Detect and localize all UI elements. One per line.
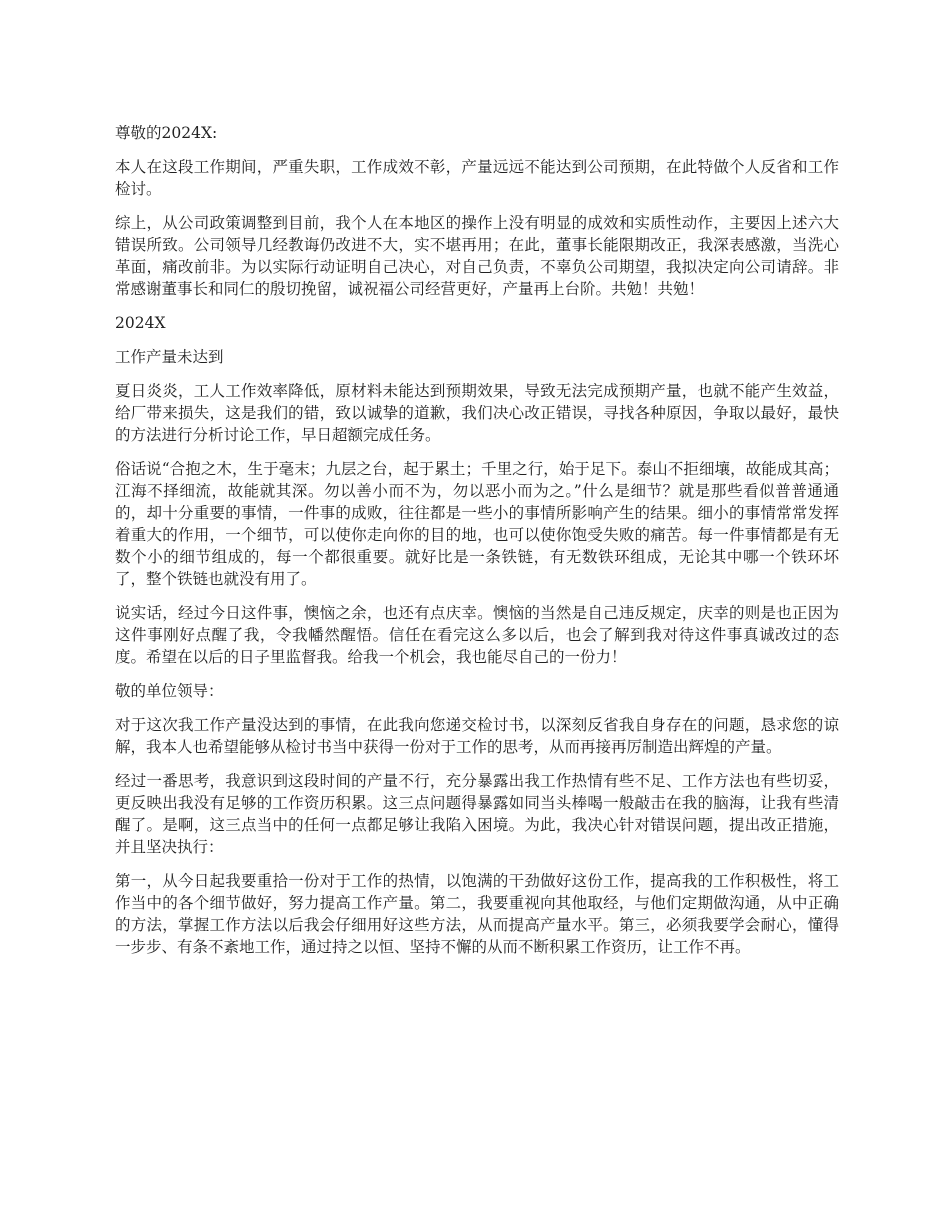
paragraph-summary: 综上，从公司政策调整到目前，我个人在本地区的操作上没有明显的成效和实质性动作，主要因上述六大错误所致。公司领导几经教诲仍改进不大，实不堪再用；在此，董事长能限期改正，我深表感激，当洗心革面，痛改前非。为以实际行动证明自己决心，对自己负责，不辜负公司期望，我拟决定向公司请辞。非常感谢董事长和同仁的殷切挽留，诚祝福公司经营更好，产量再上台阶。共勉！共勉！ (115, 214, 839, 298)
document-body (115, 122, 839, 970)
paragraph-proverb: 俗话说“合抱之木，生于毫末；九层之台，起于累土；千里之行，始于足下。泰山不拒细壤，故能成其高；江海不择细流，故能就其深。勿以善小而不为，勿以恶小而为之。”什么是细节？就是那些看似普普通通的，却十分重要的事情，一件事的成败，往往都是一些小的事情所影响产生的结果。细小的事情常常发挥着重大的作用，一个细节，可以使你走向你的目的地，也可以使你饱受失败的痛苦。每一件事情都是有无数个小的细节组成的，每一个都很重要。就好比是一条铁链，有无数铁环组成，无论其中哪一个铁环坏了，整个铁链也就没有用了。 (115, 460, 839, 588)
paragraph-honest: 说实话，经过今日这件事，懊恼之余，也还有点庆幸。懊恼的当然是自己违反规定，庆幸的则是也正因为这件事刚好点醒了我，令我幡然醒悟。信任在看完这么多以后，也会了解到我对待这件事真诚改过的态度。希望在以后的日子里监督我。给我一个机会，我也能尽自己的一份力！ (115, 604, 839, 666)
paragraph-measures: 第一，从今日起我要重拾一份对于工作的热情，以饱满的干劲做好这份工作，提高我的工作积极性，将工作当中的各个细节做好，努力提高工作产量。第二，我要重视向其他取经，与他们定期做沟通，从中正确的方法，掌握工作方法以后我会仔细用好这些方法，从而提高产量水平。第三，必须我要学会耐心，懂得一步步、有条不紊地工作，通过持之以恒、坚持不懈的从而不断积累工作资历，让工作不再。 (115, 872, 839, 956)
salutation: 尊敬的2024X: (115, 124, 218, 142)
paragraph-reflection: 经过一番思考，我意识到这段时间的产量不行，充分暴露出我工作热情有些不足、工作方法也有些切妥，更反映出我没有足够的工作资历积累。这三点问题得暴露如同当头棒喝一般敲击在我的脑海，让我有些清醒了。是啊，这三点当中的任何一点都足够让我陷入困境。为此，我决心针对错误问题，提出改正措施，并且坚决执行： (115, 772, 839, 856)
paragraph-intro: 本人在这段工作期间，严重失职，工作成效不彰，产量远远不能达到公司预期，在此特做个人反省和工作检讨。 (115, 158, 839, 198)
salutation-leaders: 敬的单位领导： (115, 682, 224, 700)
signature-line: 2024X (115, 314, 166, 332)
section-heading: 工作产量未达到 (115, 348, 224, 366)
paragraph-submission: 对于这次我工作产量没达到的事情，在此我向您递交检讨书，以深刻反省我自身存在的问题，恳求您的谅解，我本人也希望能够从检讨书当中获得一份对于工作的思考，从而再接再厉制造出辉煌的产量。 (115, 716, 839, 756)
paragraph-summer: 夏日炎炎，工人工作效率降低，原材料未能达到预期效果，导致无法完成预期产量，也就不能产生效益，给厂带来损失，这是我们的错，致以诚挚的道歉，我们决心改正错误，寻找各种原因，争取以最好，最快的方法进行分析讨论工作，早日超额完成任务。 (115, 382, 839, 444)
